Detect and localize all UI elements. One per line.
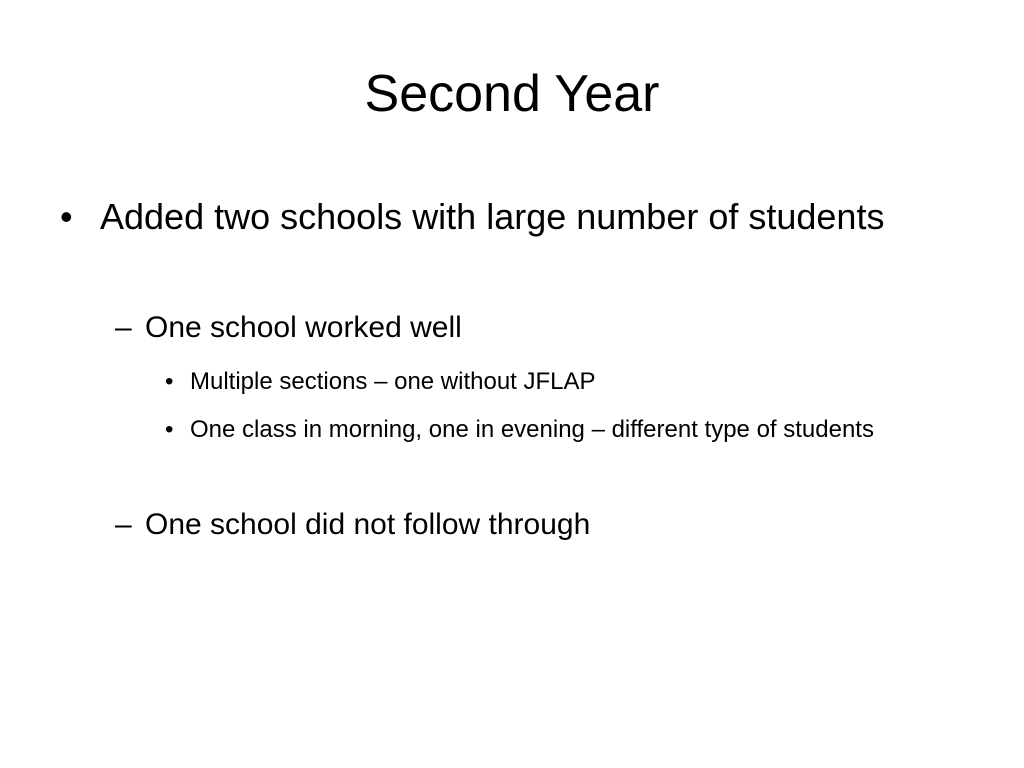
- sub-sub-bullet-item: [165, 362, 965, 402]
- sub-sub-bullet-text: Multiple sections – one without JFLAP: [190, 368, 596, 395]
- sub-sub-bullet-text: One class in morning, one in evening – different type of students: [190, 416, 874, 443]
- sub-sub-bullet-marker: •: [165, 368, 174, 395]
- slide-title: Second Year: [364, 65, 660, 123]
- sub-bullet-text: One school worked well: [145, 311, 462, 344]
- sub-bullet-marker: –: [115, 508, 132, 541]
- sub-sub-bullet-marker: •: [165, 416, 174, 443]
- bullet-text: Added two schools with large number of students: [100, 196, 885, 237]
- bullet-marker: •: [60, 196, 73, 237]
- bullet-item: [60, 190, 900, 244]
- sub-bullet-item: [115, 307, 915, 349]
- sub-bullet-item: [115, 504, 915, 546]
- sub-bullet-marker: –: [115, 311, 132, 344]
- sub-bullet-text: One school did not follow through: [145, 508, 591, 541]
- sub-sub-bullet-item: [165, 410, 965, 450]
